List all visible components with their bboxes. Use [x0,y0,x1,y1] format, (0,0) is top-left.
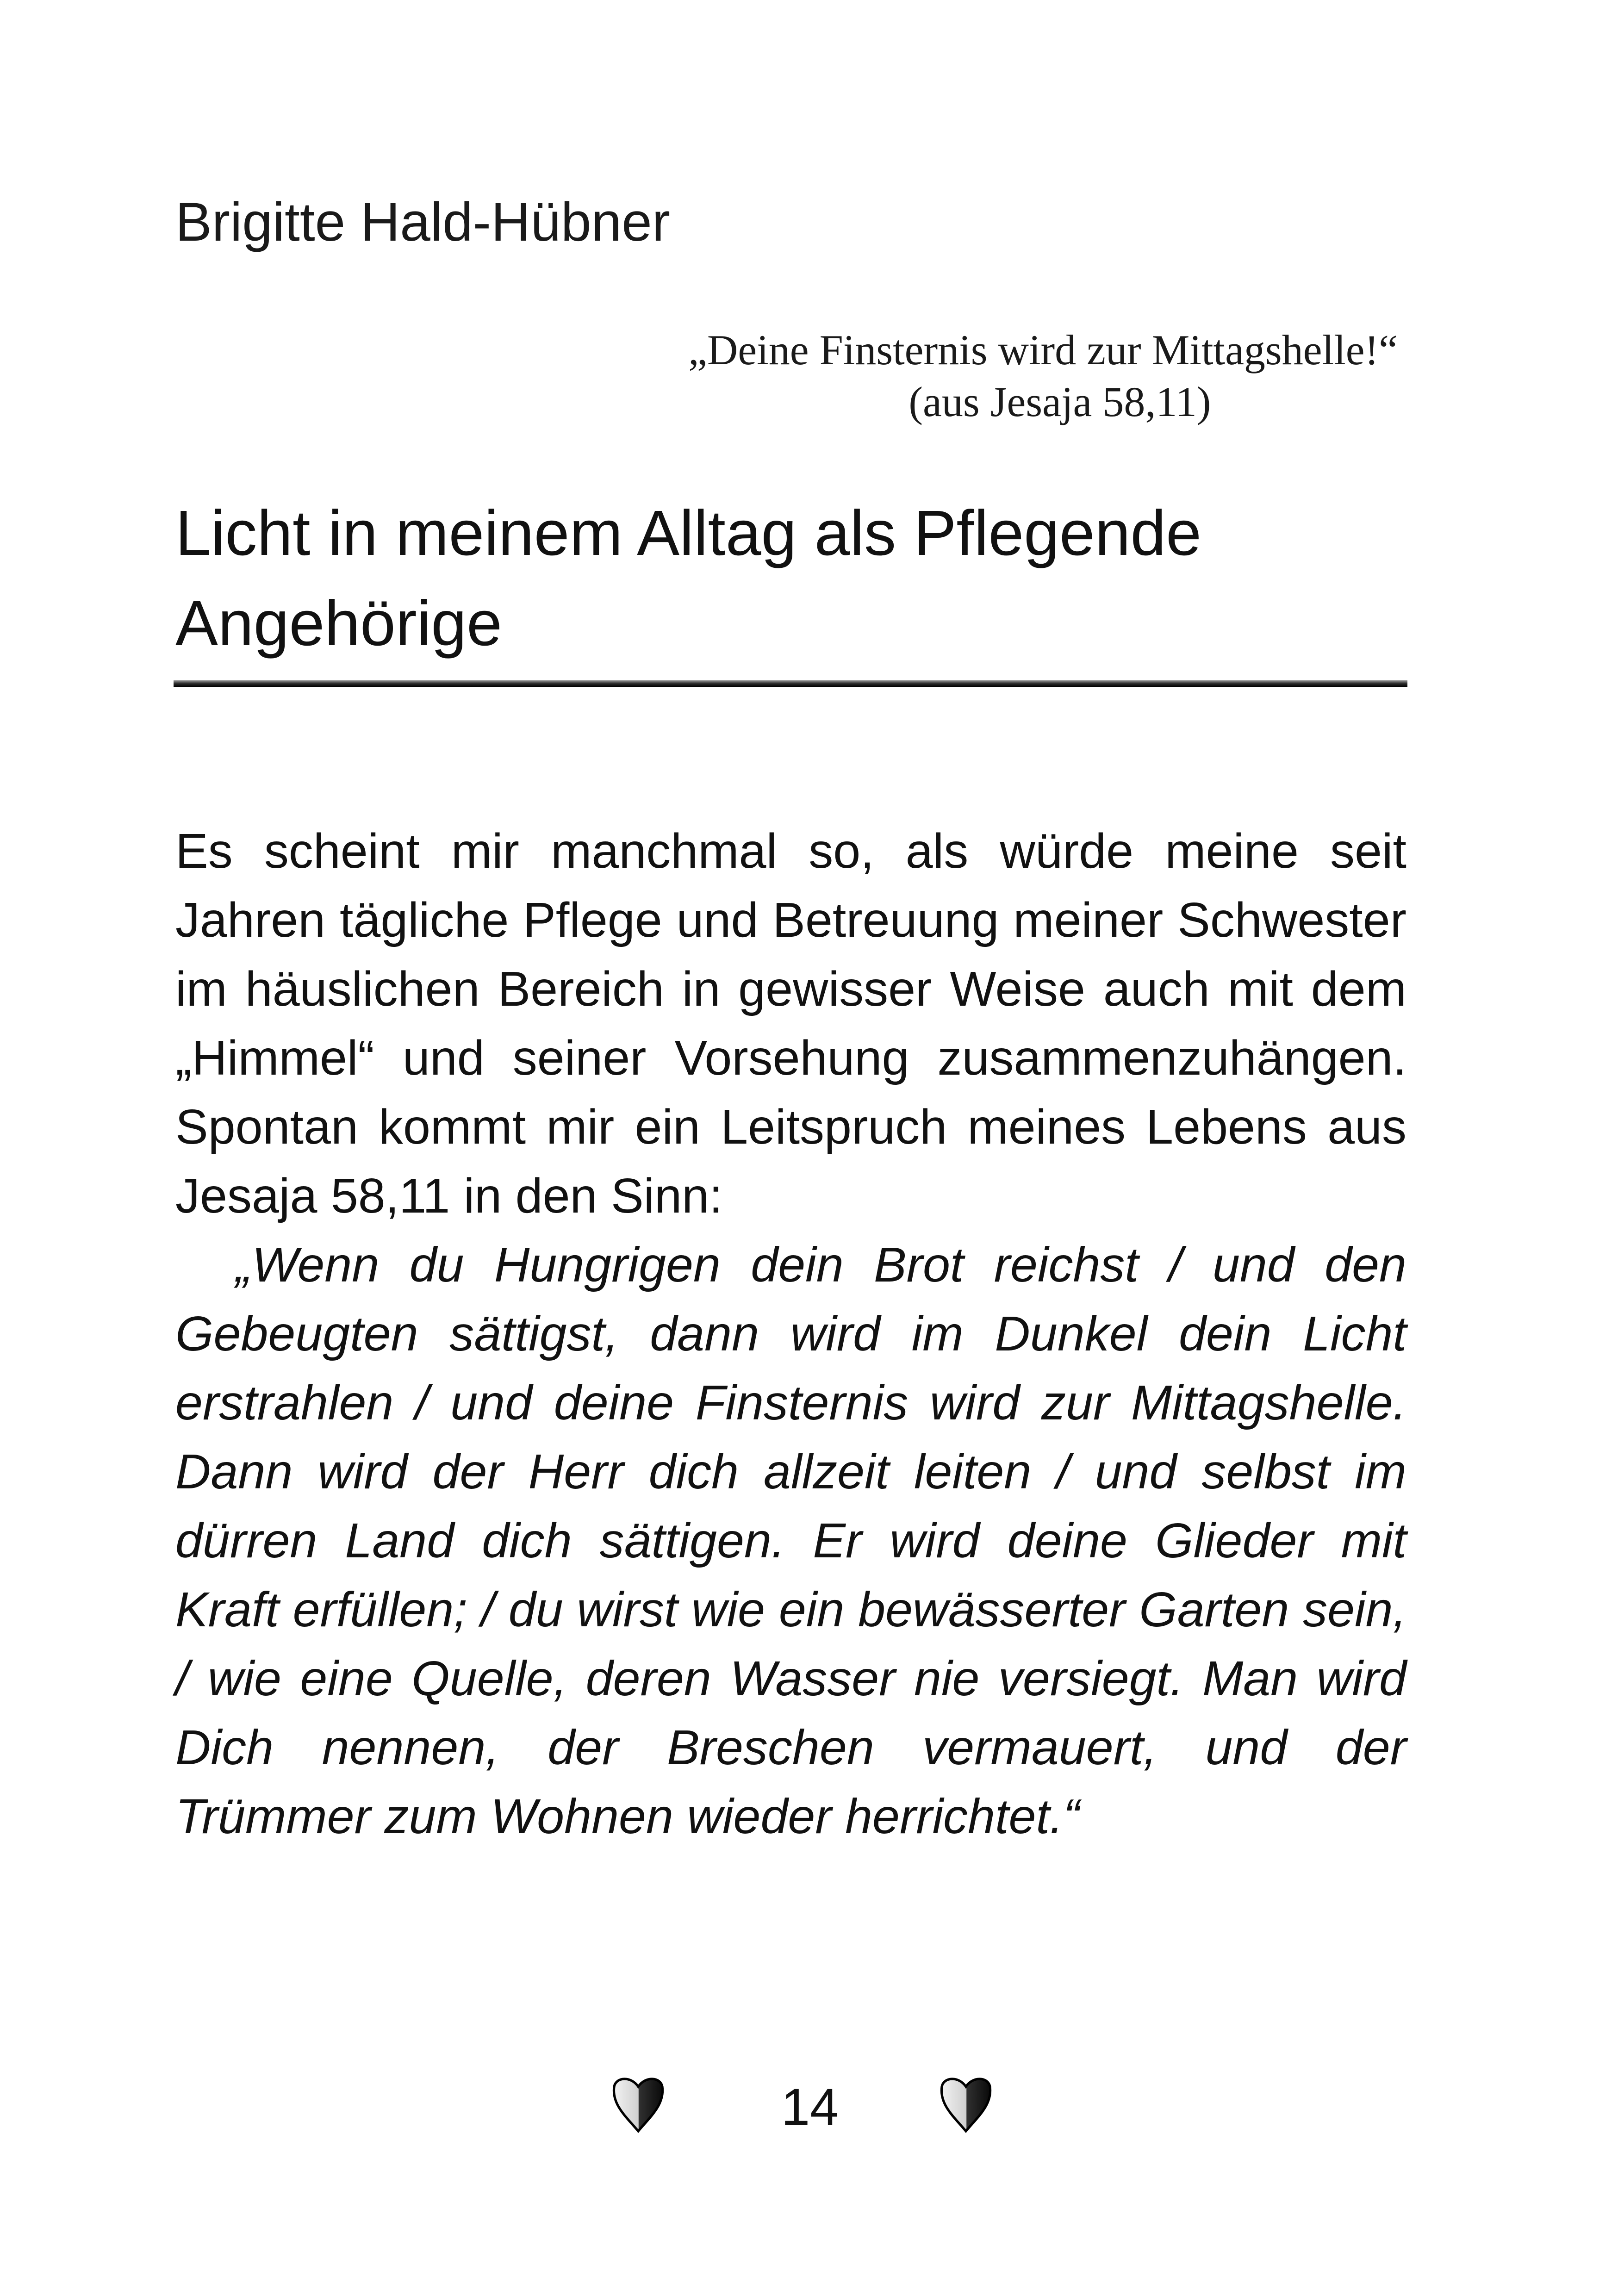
heart-icon [608,2073,668,2134]
scripture-quote: „Wenn du Hungrigen dein Brot reichst / und den Gebeugten sättigst, dann wird im Dunkel dein Licht erstrahlen / und deine Finsternis wird zur Mittagshelle. Dann wird der Herr dich allzeit leiten / und selbst im dürren Land dich sättigen. Er wird deine Glieder mit Kraft erfüllen; / du wirst wie ein bewässerter Garten sein, / wie eine Quelle, deren Wasser nie versiegt. Man wird Dich nennen, der Breschen vermauert, und der Trümmer zum Wohnen wieder herrichtet.“ [175,1238,1406,1844]
chapter-title: Licht in meinem Alltag als Pflegende Angehörige [175,498,1201,659]
motto-source: (aus Jesaja 58,11) [909,378,1211,426]
title-divider [174,680,1407,687]
intro-paragraph: Es scheint mir manchmal so, als würde meine seit Jahren tägliche Pflege und Betreuung meiner Schwester im häuslichen Bereich in gewisser Weise auch mit dem „Himmel“ und seiner Vorsehung zusammenzuhängen. Spontan kommt mir ein Leitspruch meines Lebens aus Jesaja 58,11 in den Sinn: [175,824,1406,1223]
motto-quote: „Deine Finsternis wird zur Mittagshelle!“ [688,326,1398,373]
page-footer [0,2073,1618,2147]
page-number: 14 [781,2078,839,2136]
heart-icon [936,2073,996,2134]
body-text [175,817,1406,1851]
author-name: Brigitte Hald-Hübner [175,192,671,253]
motto [602,324,1398,428]
